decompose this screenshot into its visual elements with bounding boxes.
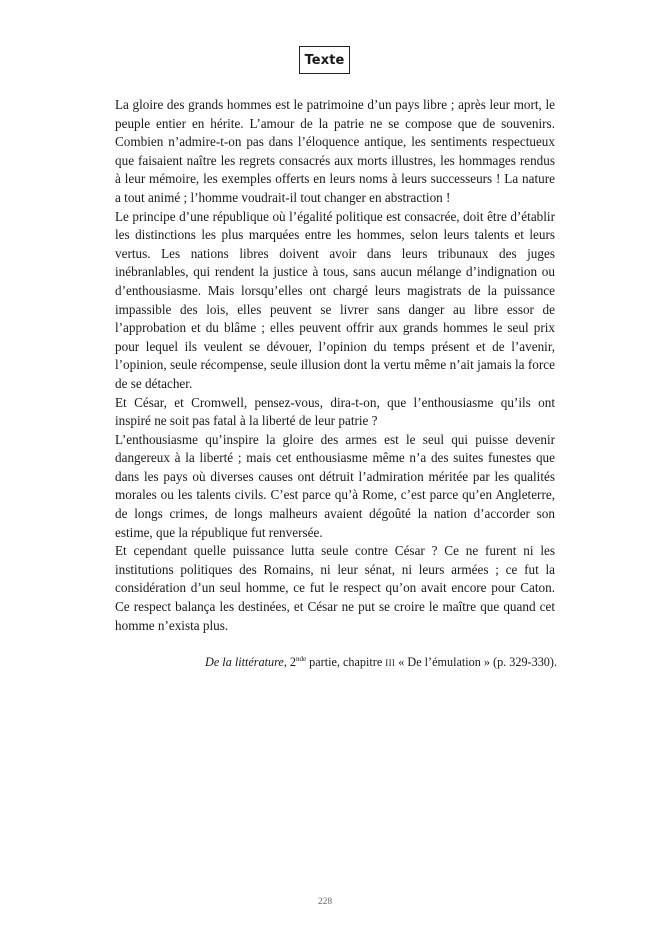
source-citation [205,654,557,671]
citation-work-title: De la littérature [205,655,284,669]
paragraph: Et cependant quelle puissance lutta seule contre César ? Ce ne furent ni les institutions politiques des Romains, ni leur sénat, ni leurs armées ; ce fut la considération d’un seul homme, ce fut le respect qu’on avait encore pour Caton. Ce respect balança les destinées, et César ne put se croire le maître que quand cet homme n’exista plus. [115,543,555,633]
paragraph: Le principe d’une république où l’égalité politique est consacrée, doit être d’établir les distinctions les plus marquées entre les hommes, selon leurs talents et leurs vertus. Les nations libres doivent avoir dans leurs tribunaux des juges inébranlables, qui rendent la justice à tous, sans aucun mélange d’indignation ou d’enthousiasme. Mais lorsqu’elles ont chargé leurs magistrats de la puissance impassible des lois, elles peuvent se livrer sans danger au libre essor de l’approbation et du blâme ; elles peuvent offrir aux grands hommes le seul prix pour lequel ils veulent se dévouer, l’opinion du temps présent et de l’avenir, l’opinion, seule récompense, seule illusion dont la vertu même n’ait jamais la force de se détacher. [115,208,555,391]
paragraph: L’enthousiasme qu’inspire la gloire des armes est le seul qui puisse devenir dangereux à la liberté ; mais cet enthousiasme même n’a des suites funestes que dans les pays où diverses causes ont détruit l’admiration méritée par les qualités morales ou les talents civils. C’est parce qu’à Rome, c’est parce qu’en Angleterre, de longs crimes, de longs malheurs avaient dégoûté la nation d’accorder son estime, que la république fut renversée. [115,431,555,540]
citation-text: , 2 [283,655,296,669]
citation-chapter-number: III [385,658,396,668]
citation-text: partie, chapitre [306,655,386,669]
paragraph: La gloire des grands hommes est le patrimoine d’un pays libre ; après leur mort, le peuple entier en hérite. L’amour de la patrie ne se compose que de souvenirs. Combien n’admire-t-on pas dans l’éloquence antique, les sentiments respectueux que faisaient naître les regrets consacrés aux morts illustres, les hommages rendus à leur mémoire, les exemples offerts en leurs noms à leurs successeurs ! La nature a tout animé ; l’homme voudrait-il tout changer en abstraction ! [115,97,555,205]
page-number: 228 [317,897,333,907]
citation-ordinal: nde [296,655,307,663]
paragraph: Et César, et Cromwell, pensez-vous, dira-t-on, que l’enthousiasme qu’ils ont inspiré ne soit pas fatal à la liberté de leur patrie ? [115,394,555,429]
section-label: Texte [299,46,350,74]
citation-text: « De l’émulation » (p. 329-330). [395,655,557,669]
main-text [115,96,555,635]
